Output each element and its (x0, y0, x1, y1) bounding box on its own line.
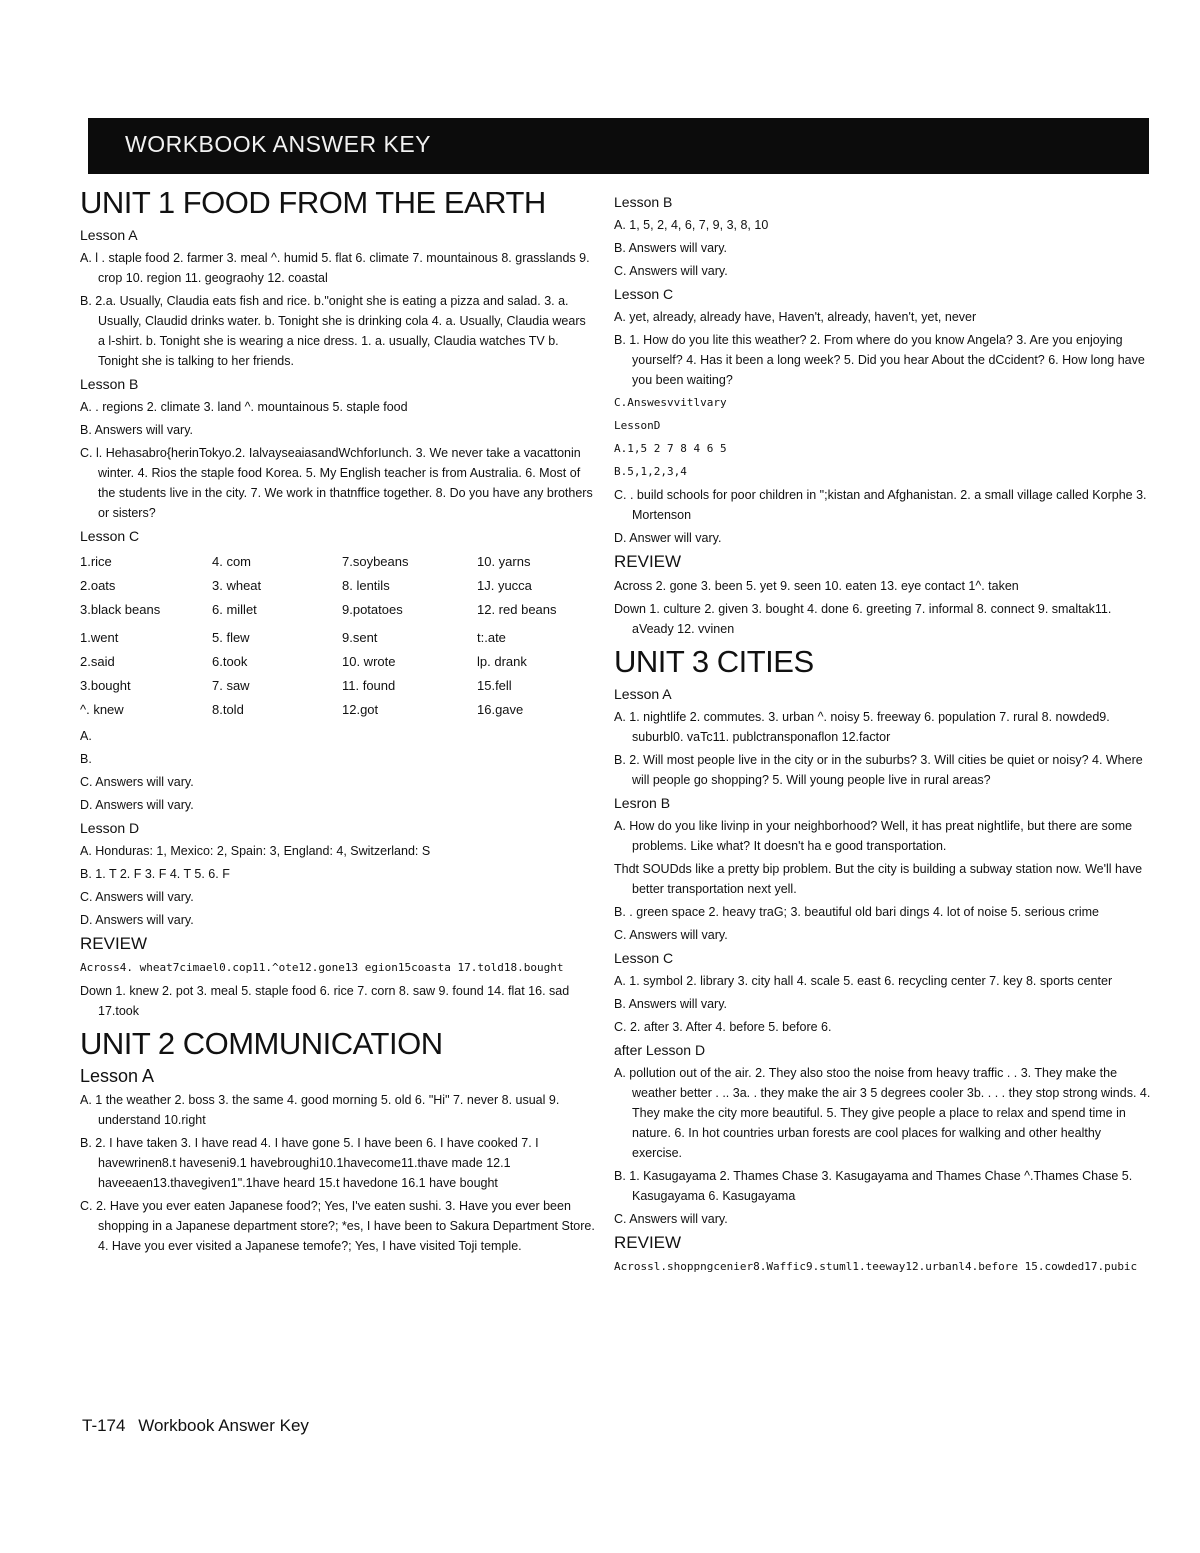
u2-lesson-c-answer-a: A. yet, already, already have, Haven't, already, haven't, yet, never (614, 310, 977, 324)
grid-cell: 9.sent (342, 630, 378, 645)
u2-review-across: Across 2. gone 3. been 5. yet 9. seen 10. eaten 13. eye contact 1^. taken (614, 579, 1019, 593)
banner-title: WORKBOOK ANSWER KEY (125, 131, 431, 157)
u1-review-heading: REVIEW (80, 934, 148, 953)
grid-cell: 3.bought (80, 678, 131, 693)
u2-lesson-a-answer-a: A. 1 the weather 2. boss 3. the same 4. good morning 5. old 6. "Hi" 7. never 8. usual 9. understand 10.right (80, 1093, 560, 1127)
u2-lesson-d-answer-d: D. Answer will vary. (614, 531, 722, 545)
u3-lesson-c-answer-a: A. 1. symbol 2. library 3. city hall 4. scale 5. east 6. recycling center 7. key 8. sports center (614, 974, 1113, 988)
unit1-title: UNIT 1 FOOD FROM THE EARTH (80, 185, 546, 220)
u2-lesson-b-heading: Lesson B (614, 194, 673, 210)
grid-cell: 7. saw (212, 678, 250, 693)
u2-lesson-d-answer-a: A.1,5 2 7 8 4 6 5 (614, 442, 727, 455)
u1-lesson-c-heading: Lesson C (80, 528, 140, 544)
grid-cell: 15.fell (477, 678, 512, 693)
u1-review-down: Down 1. knew 2. pot 3. meal 5. staple food 6. rice 7. corn 8. saw 9. found 14. flat 16. sad 17.took (80, 984, 570, 1018)
grid-cell: 2.said (80, 654, 115, 669)
grid-cell: 1.rice (80, 554, 112, 569)
right-column (614, 190, 1154, 1280)
grid-cell: 16.gave (477, 702, 524, 717)
u3-lesson-b-answer-c: C. Answers will vary. (614, 928, 728, 942)
u2-lesson-c-answer-b: B. 1. How do you lite this weather? 2. From where do you know Angela? 3. Are you enjoying yourself? 4. Has it been a long week? 5. Did you hear About the dCcident? 6. How long have you been waiting? (614, 333, 1145, 387)
u3-lesson-c-heading: Lesson C (614, 950, 674, 966)
u1-lesson-d-answer-b: B. 1. T 2. F 3. F 4. T 5. 6. F (80, 867, 230, 881)
u1-lesson-b-answer-b: B. Answers will vary. (80, 423, 193, 437)
u3-lesson-a-heading: Lesson A (614, 686, 672, 702)
u2-lesson-b-answer-a: A. 1, 5, 2, 4, 6, 7, 9, 3, 8, 10 (614, 218, 769, 232)
u2-review-heading: REVIEW (614, 552, 682, 571)
u1-lesson-c-answer-d: D. Answers will vary. (80, 798, 194, 812)
u3-lesson-d-answer-b: B. 1. Kasugayama 2. Thames Chase 3. Kasugayama and Thames Chase ^.Thames Chase 5. Kasugayama 6. Kasugayama (614, 1169, 1133, 1203)
page-number: T-174 (82, 1416, 126, 1435)
grid-cell: 1.went (80, 630, 119, 645)
grid-cell: 3.black beans (80, 602, 161, 617)
u2-lesson-c-heading: Lesson C (614, 286, 674, 302)
u3-review-heading: REVIEW (614, 1233, 682, 1252)
u2-lesson-b-answer-b: B. Answers will vary. (614, 241, 727, 255)
grid-cell: ^. knew (80, 702, 124, 717)
u3-lesson-b-answer-b: B. . green space 2. heavy traG; 3. beautiful old bari dings 4. lot of noise 5. serious crime (614, 905, 1099, 919)
u3-lesson-a-answer-a: A. 1. nightlife 2. commutes. 3. urban ^. noisy 5. freeway 6. population 7. rural 8. nowded9. suburbl0. vaTc11. publctransponaflon 12.factor (614, 710, 1110, 744)
u1-lesson-a-heading: Lesson A (80, 227, 138, 243)
u2-lesson-d-heading: LessonD (614, 419, 661, 432)
u3-lesson-b-answer-a1: A. How do you like livinp in your neighborhood? Well, it has preat nightlife, but there are some problems. Like what? It doesn't ha e good transportation. (614, 819, 1133, 853)
u2-lesson-b-answer-c: C. Answers will vary. (614, 264, 728, 278)
grid-cell: 2.oats (80, 578, 116, 593)
u3-lesson-d-answer-a: A. pollution out of the air. 2. They also stoo the noise from heavy traffic . . 3. They make the weather better . .. 3a. . they make the air 3 5 degrees cooler 3b. . . . they stop strong winds. 4. They make the city more beautiful. 5. They give people a place to relax and spend time in nature. 6. In hot countries urban forests are cool places for walking and other healthy exercise. (614, 1066, 1151, 1160)
u1-lesson-b-heading: Lesson B (80, 376, 139, 392)
u1-lesson-c-answer-b: B. (80, 752, 92, 766)
page-footer (82, 1416, 309, 1436)
u2-lesson-a-answer-c: C. 2. Have you ever eaten Japanese food?; Yes, I've eaten sushi. 3. Have you ever been shopping in a Japanese department store?; *es, I have been to Sakura Department Store. 4. Have you ever visited a Japanese temofe?; Yes, I have visited Toji temple. (80, 1199, 595, 1253)
u3-lesson-d-answer-c: C. Answers will vary. (614, 1212, 728, 1226)
grid-cell: 8.told (212, 702, 244, 717)
grid-cell: 10. wrote (342, 654, 396, 669)
u2-lesson-a-answer-b: B. 2. I have taken 3. I have read 4. I have gone 5. I have been 6. I have cooked 7. I havewrinen8.t haveseni9.1 havebroughi10.1havecome11.thave made 12.1 haveeaen13.thavegiven1".1have heard 15.t havedone 16.1 have bought (80, 1136, 539, 1190)
grid-cell: t:.ate (477, 630, 506, 645)
u3-lesson-a-answer-b: B. 2. Will most people live in the city or in the suburbs? 3. Will cities be quiet or noisy? 4. Where will people go shopping? 5. Will young people live in rural areas? (614, 753, 1143, 787)
grid-cell: 11. found (342, 678, 396, 693)
grid-cell: lp. drank (477, 654, 527, 669)
u3-lesson-c-answer-b: B. Answers will vary. (614, 997, 727, 1011)
u1-lesson-b-answer-a: A. . regions 2. climate 3. land ^. mountainous 5. staple food (80, 400, 408, 414)
u3-lesson-c-answer-c: C. 2. after 3. After 4. before 5. before 6. (614, 1020, 832, 1034)
vocab-grid-food (80, 550, 595, 622)
header-banner (88, 118, 1149, 174)
footer-label: Workbook Answer Key (138, 1416, 309, 1435)
u3-review-across: Acrossl.shoppngcenier8.Waffic9.stuml1.teeway12.urbanl4.before 15.cowded17.pubic (614, 1260, 1138, 1273)
u3-lesson-b-heading: Lesron B (614, 795, 671, 811)
u2-lesson-d-answer-b: B.5,1,2,3,4 (614, 465, 687, 478)
grid-cell: 10. yarns (477, 554, 531, 569)
u1-lesson-d-heading: Lesson D (80, 820, 140, 836)
u1-lesson-c-answer-c: C. Answers will vary. (80, 775, 194, 789)
u1-lesson-d-answer-c: C. Answers will vary. (80, 890, 194, 904)
u2-review-down: Down 1. culture 2. given 3. bought 4. done 6. greeting 7. informal 8. connect 9. smaltak11. aVeady 12. vvinen (614, 602, 1112, 636)
grid-cell: 6. millet (212, 602, 257, 617)
grid-cell: 12. red beans (477, 602, 557, 617)
left-column (80, 183, 595, 1259)
grid-cell: 7.soybeans (342, 554, 409, 569)
grid-cell: 6.took (212, 654, 248, 669)
u1-lesson-a-answer-a: A. l . staple food 2. farmer 3. meal ^. humid 5. flat 6. climate 7. mountainous 8. grasslands 9. crop 10. region 11. geograohy 12. coastal (80, 251, 590, 285)
u1-lesson-d-answer-d: D. Answers will vary. (80, 913, 194, 927)
grid-cell: 9.potatoes (342, 602, 403, 617)
u2-lesson-a-heading: Lesson A (80, 1066, 155, 1086)
u3-lesson-d-heading: after Lesson D (614, 1042, 706, 1058)
grid-cell: 4. com (212, 554, 252, 569)
unit2-title: UNIT 2 COMMUNICATION (80, 1026, 443, 1061)
unit3-title: UNIT 3 CITIES (614, 644, 814, 679)
u2-lesson-c-answer-c: C.Answesvvitlvary (614, 396, 727, 409)
grid-cell: 8. lentils (342, 578, 390, 593)
vocab-grid-verbs (80, 626, 595, 722)
grid-cell: 12.got (342, 702, 379, 717)
u1-lesson-c-answer-a: A. (80, 729, 92, 743)
grid-cell: 3. wheat (212, 578, 262, 593)
grid-cell: 1J. yucca (477, 578, 532, 593)
u1-review-across: Across4. wheat7cimael0.cop11.^ote12.gone13 egion15coasta 17.told18.bought (80, 961, 564, 974)
u3-lesson-b-answer-a2: Thdt SOUDds like a pretty bip problem. But the city is building a subway station now. We'll have better transportation next yell. (614, 862, 1143, 896)
u2-lesson-d-answer-c: C. . build schools for poor children in ";kistan and Afghanistan. 2. a small village called Korphe 3. Mortenson (614, 488, 1147, 522)
u1-lesson-a-answer-b: B. 2.a. Usually, Claudia eats fish and rice. b."onight she is eating a pizza and salad. 3. a. Usually, Claudid drinks water. b. Tonight she is drinking cola 4. a. Usually, Claudia wears a l-shirt. b. Tonight she is wearing a nice dress. 1. a. usually, Claudia watches TV b. Tonight she is talking to her friends. (80, 294, 586, 368)
grid-cell: 5. flew (212, 630, 250, 645)
u1-lesson-d-answer-a: A. Honduras: 1, Mexico: 2, Spain: 3, England: 4, Switzerland: S (80, 844, 431, 858)
u1-lesson-b-answer-c: C. l. Hehasabro{herinTokyo.2. IalvayseaiasandWchforIunch. 3. We never take a vacattonin winter. 4. Rios the staple food Korea. 5. My English teacher is from Australia. 6. Most of the students live in the city. 7. We work in thatnffice together. 8. Do you have any brothers or sisters? (80, 446, 593, 520)
